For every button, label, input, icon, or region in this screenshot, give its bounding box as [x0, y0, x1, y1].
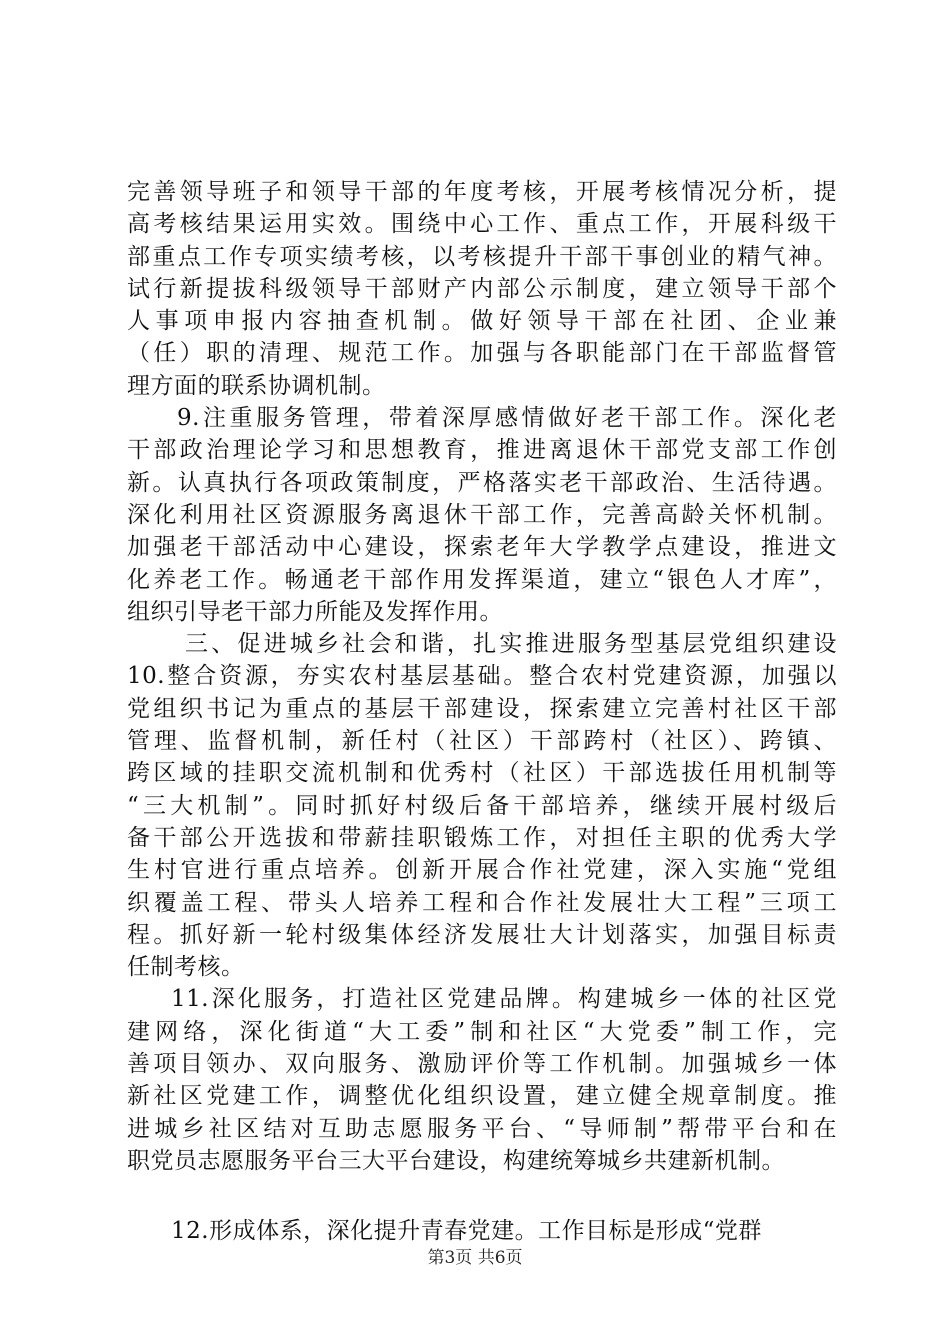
- paragraph-start-line: 11.深化服务，打造社区党建品牌。构建城乡一体的社区党: [171, 986, 837, 1013]
- text-line: 组织引导老干部力所能及发挥作用。: [127, 598, 503, 625]
- text-line: 高考核结果运用实效。围绕中心工作、重点工作，开展科级干: [127, 211, 837, 238]
- text-line: “三大机制”。同时抓好村级后备干部培养，继续开展村级后: [127, 792, 837, 819]
- text-line: 新。认真执行各项政策制度，严格落实老干部政治、生活待遇。: [127, 469, 837, 496]
- text-line: 管理、监督机制，新任村（社区）干部跨村（社区）、跨镇、: [127, 728, 837, 755]
- text-line: 加强老干部活动中心建设，探索老年大学教学点建设，推进文: [127, 534, 837, 561]
- text-line: 织覆盖工程、带头人培养工程和合作社发展壮大工程”三项工: [127, 889, 837, 916]
- text-line: 化养老工作。畅通老干部作用发挥渠道，建立“银色人才库”，: [127, 566, 837, 593]
- text-line: 干部政治理论学习和思想教育，推进离退休干部党支部工作创: [127, 437, 837, 464]
- text-line: 试行新提拔科级领导干部财产内部公示制度，建立领导干部个: [127, 275, 837, 302]
- paragraph-start-line: 10.整合资源，夯实农村基层基础。整合农村党建资源，加强以: [127, 663, 837, 690]
- section-heading: 三、促进城乡社会和谐，扎实推进服务型基层党组织建设: [185, 631, 837, 658]
- paragraph-start-line: 9.注重服务管理，带着深厚感情做好老干部工作。深化老: [177, 405, 837, 432]
- paragraph-gap: [127, 1177, 837, 1215]
- text-line: 党组织书记为重点的基层干部建设，探索建立完善村社区干部: [127, 695, 837, 722]
- body-text: [127, 176, 837, 1248]
- text-line: 善项目领办、双向服务、激励评价等工作机制。加强城乡一体: [127, 1051, 837, 1078]
- text-line: 进城乡社区结对互助志愿服务平台、“导师制”帮带平台和在: [127, 1115, 837, 1142]
- text-line: 理方面的联系协调机制。: [127, 372, 386, 399]
- text-line: 完善领导班子和领导干部的年度考核，开展考核情况分析，提: [127, 179, 837, 205]
- text-line: 任制考核。: [127, 954, 245, 981]
- text-line: 跨区域的挂职交流机制和优秀村（社区）干部选拔任用机制等: [127, 760, 837, 787]
- text-line: 深化利用社区资源服务离退休干部工作，完善高龄关怀机制。: [127, 501, 837, 528]
- text-line: 程。抓好新一轮村级集体经济发展壮大计划落实，加强目标责: [127, 921, 837, 948]
- text-line: 生村官进行重点培养。创新开展合作社党建，深入实施“党组: [127, 857, 837, 884]
- paragraph-start-line: 12.形成体系，深化提升青春党建。工作目标是形成“党群: [171, 1218, 762, 1245]
- text-line: （任）职的清理、规范工作。加强与各职能部门在干部监督管: [127, 340, 837, 367]
- text-line: 建网络，深化街道“大工委”制和社区“大党委”制工作，完: [127, 1018, 837, 1045]
- text-line: 职党员志愿服务平台三大平台建设，构建统筹城乡共建新机制。: [127, 1147, 785, 1174]
- page-number-footer: 第3页 共6页: [427, 1248, 523, 1268]
- text-line: 人事项申报内容抽查机制。做好领导干部在社团、企业兼: [127, 308, 837, 335]
- text-line: 备干部公开选拔和带薪挂职锻炼工作，对担任主职的优秀大学: [127, 824, 837, 851]
- text-line: 新社区党建工作，调整优化组织设置，建立健全规章制度。推: [127, 1083, 837, 1110]
- text-line: 部重点工作专项实绩考核，以考核提升干部干事创业的精气神。: [127, 243, 837, 270]
